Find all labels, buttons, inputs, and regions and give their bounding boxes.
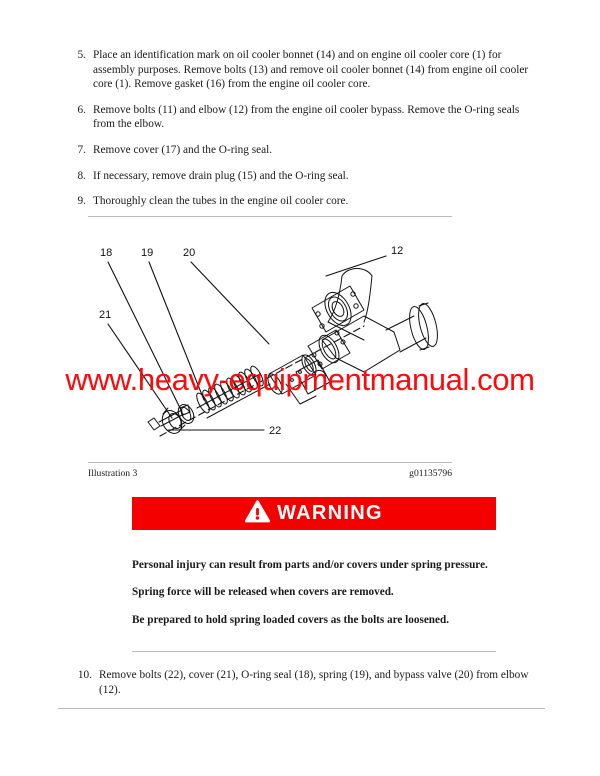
- part-lower-housing: [286, 360, 330, 404]
- step-text: Remove bolts (11) and elbow (12) from the engine oil cooler bypass. Remove the O-ring seals from the elbow.: [93, 103, 520, 131]
- list-item: [64, 194, 542, 209]
- divider-page-bottom: [58, 708, 545, 709]
- callout-12: 12: [391, 245, 404, 257]
- divider-before-step-10: [132, 651, 496, 652]
- list-item: [64, 169, 542, 184]
- list-item: [64, 143, 542, 158]
- part-elbow-12: [312, 269, 441, 373]
- callout-20: 20: [183, 247, 196, 259]
- warning-banner: [132, 497, 496, 530]
- warning-body: [132, 547, 496, 627]
- step-number: 9.: [77, 195, 86, 208]
- technical-illustration: [64, 222, 542, 460]
- illustration-label: Illustration 3: [88, 468, 138, 479]
- step-text: Remove cover (17) and the O-ring seal.: [93, 143, 273, 156]
- assembly-axis-line: [160, 326, 364, 436]
- warning-paragraph: Be prepared to hold spring loaded covers as the bolts are loosened.: [132, 613, 449, 626]
- step-number: 6.: [77, 103, 86, 116]
- step-text: If necessary, remove drain plug (15) and the O-ring seal.: [93, 169, 349, 182]
- part-bypass-valve-20: [265, 353, 319, 397]
- step-number: 8.: [77, 169, 86, 182]
- step-text: Thoroughly clean the tubes in the engine oil cooler core.: [93, 195, 349, 208]
- step-text: Place an identification mark on oil cooler bonnet (14) and on engine oil cooler core (1) for assembly purposes. Remove bolts (13) and remove oil cooler bonnet (14) from engine oil cooler core (1). Remove gasket (16) from the engine oil cooler core.: [93, 49, 529, 91]
- illustration-caption: [88, 468, 452, 479]
- list-item: [64, 103, 542, 132]
- list-item: [64, 668, 542, 697]
- divider-illustration-bottom: [88, 462, 452, 463]
- warning-paragraph: Personal injury can result from parts and/or covers under spring pressure.: [132, 559, 488, 572]
- callout-19: 19: [141, 247, 154, 259]
- warning-paragraph: Spring force will be released when covers are removed.: [132, 586, 394, 599]
- divider-illustration-top: [88, 216, 452, 217]
- callout-21: 21: [99, 309, 112, 321]
- step-number: 5.: [77, 49, 86, 61]
- watermark: www.heavy-equipmentmanual.com: [65, 362, 535, 397]
- step-number: 10.: [77, 669, 92, 681]
- warning-triangle-icon: [245, 500, 270, 528]
- step-list: [64, 48, 542, 220]
- part-spring-19: [194, 364, 270, 418]
- step-number: 7.: [77, 143, 86, 156]
- callout-22: 22: [269, 425, 282, 437]
- warning-label: WARNING: [277, 502, 383, 524]
- callout-18: 18: [100, 247, 113, 259]
- step-text: Remove bolts (22), cover (21), O-ring seal (18), spring (19), and bypass valve (20) from elbow (12).: [99, 669, 529, 696]
- warning-banner-content: [245, 500, 383, 528]
- list-item: [64, 48, 542, 92]
- illustration-graphic-id: g01135796: [409, 468, 452, 479]
